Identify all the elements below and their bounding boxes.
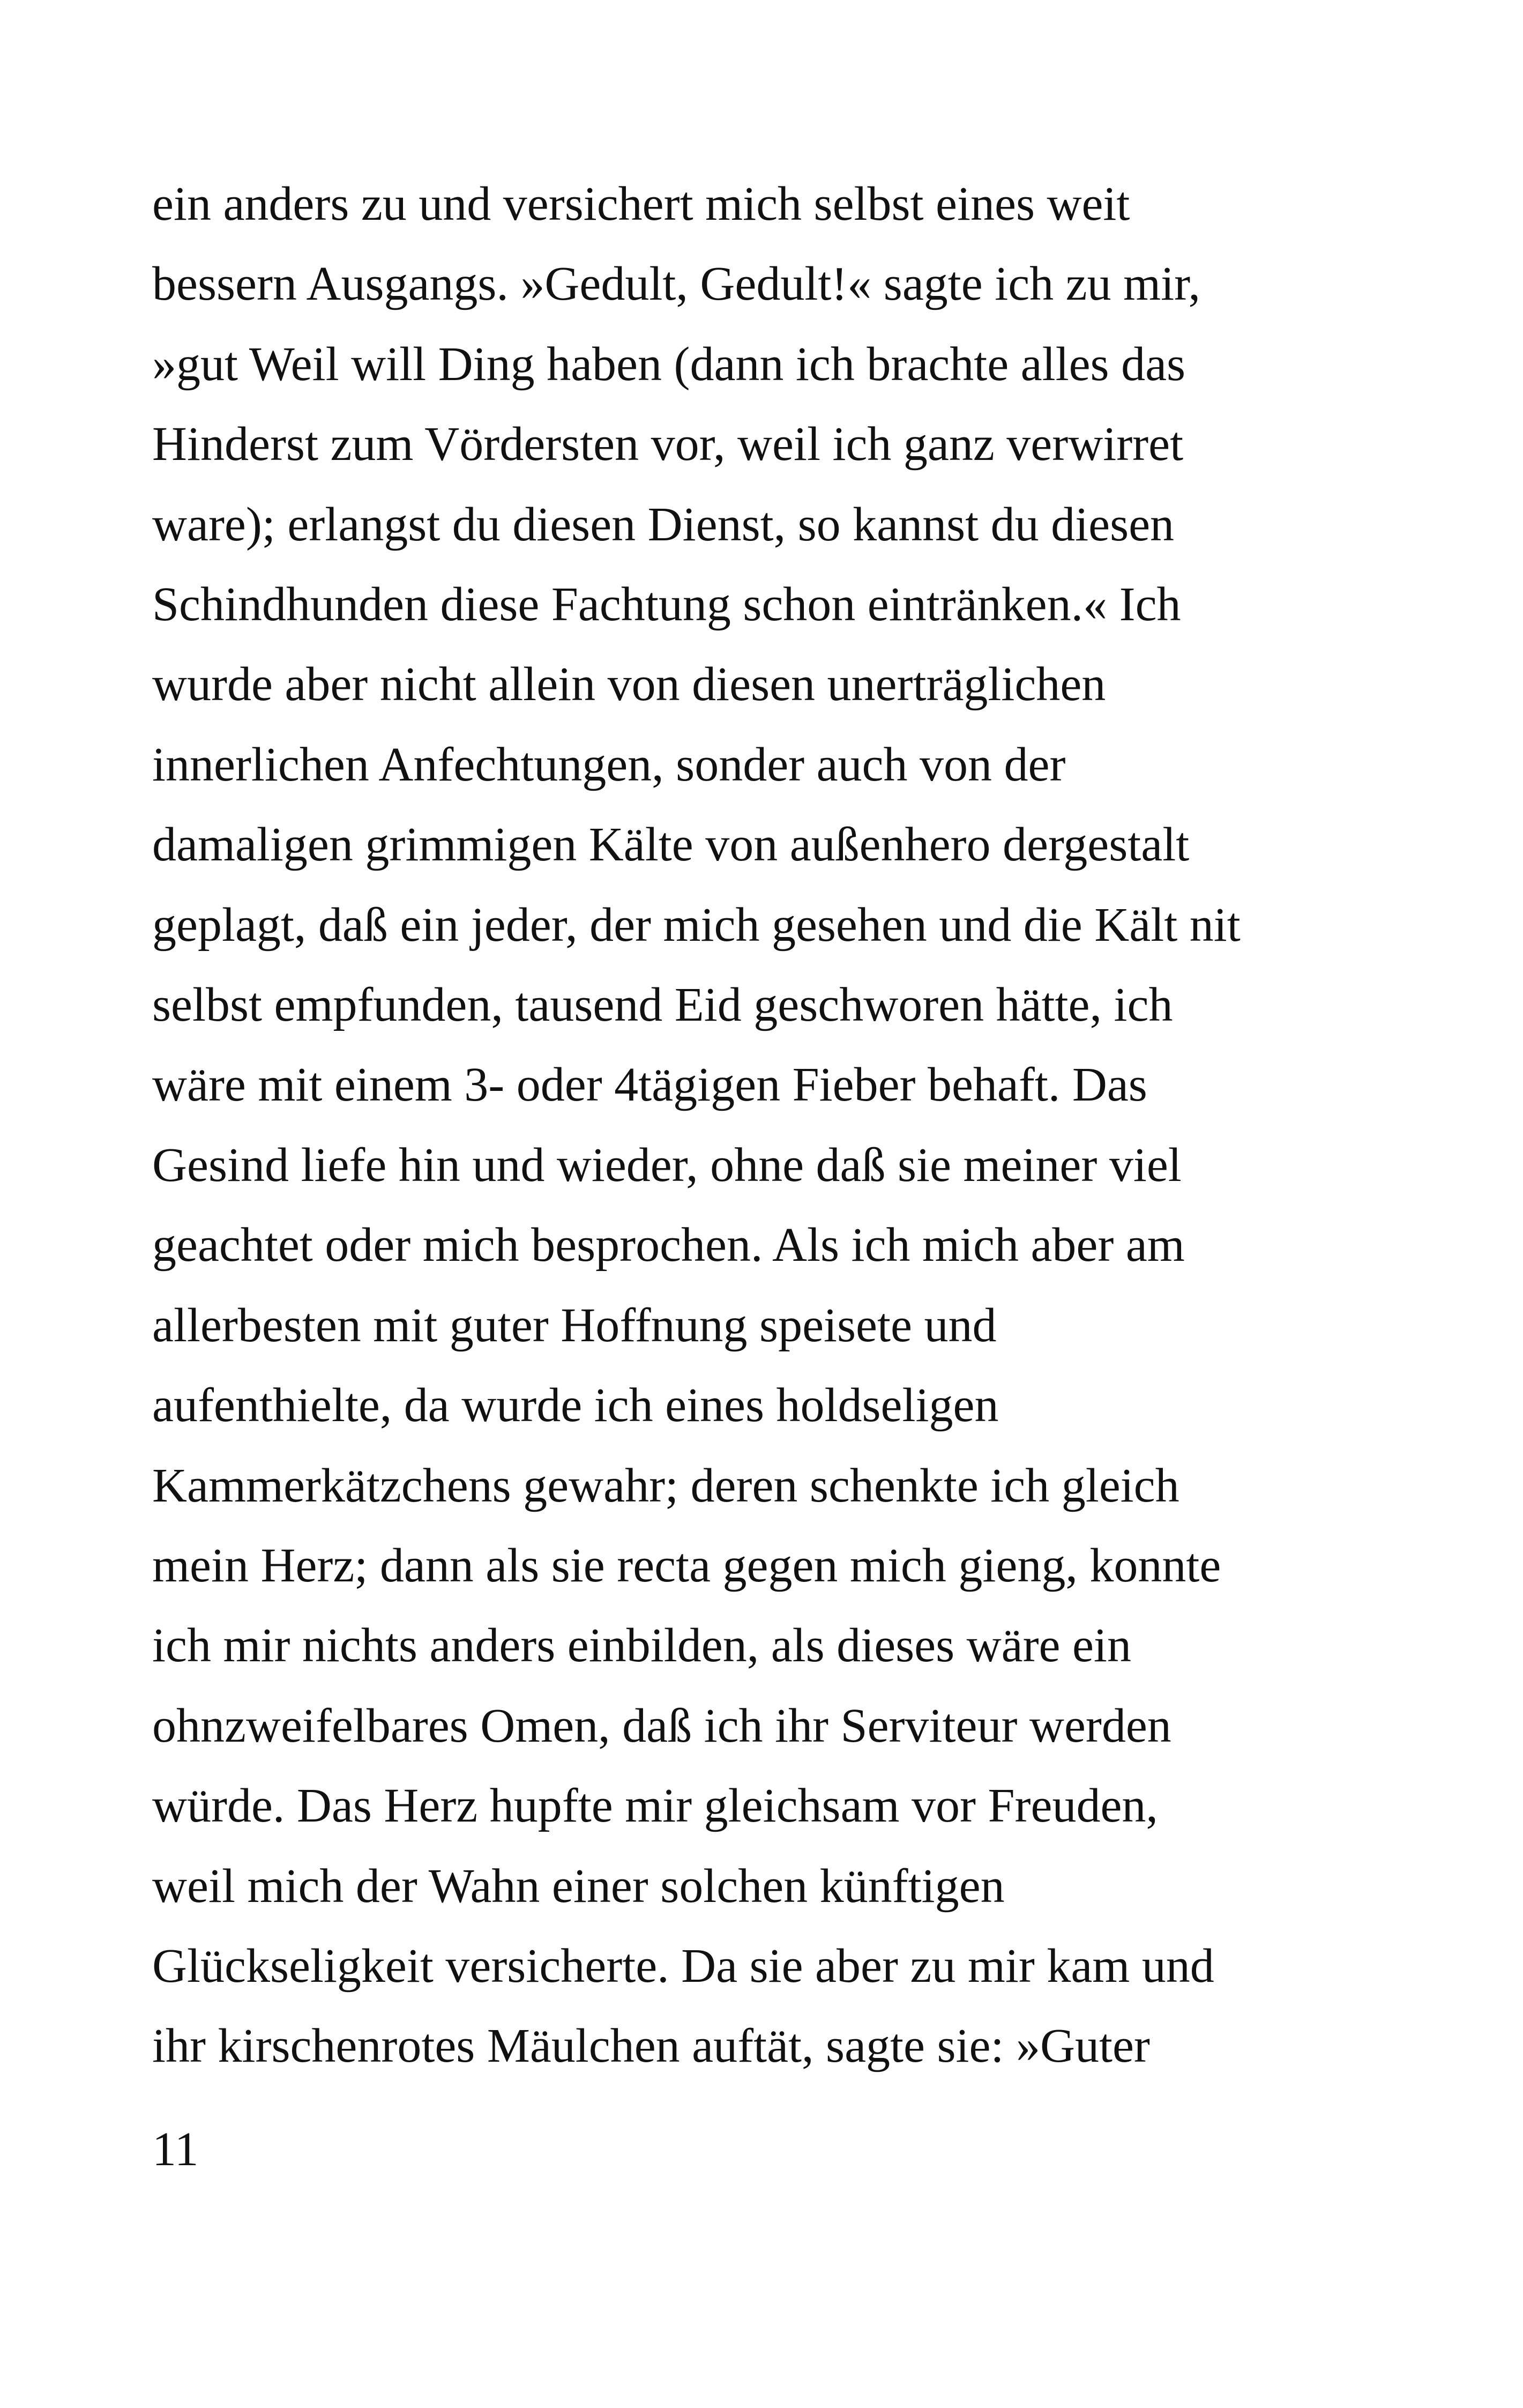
text-line: Hinderst zum Vördersten vor, weil ich ganz verwirret	[152, 418, 1184, 471]
text-line: ohnzweifelbares Omen, daß ich ihr Serviteur werden	[152, 1699, 1171, 1752]
text-line: wurde aber nicht allein von diesen unerträglichen	[152, 658, 1106, 711]
text-line: mein Herz; dann als sie recta gegen mich gieng, konnte	[152, 1539, 1221, 1592]
text-line: selbst empfunden, tausend Eid geschworen hätte, ich	[152, 978, 1173, 1032]
text-line: weil mich der Wahn einer solchen künftigen	[152, 1859, 1005, 1913]
text-line: Glückseligkeit versicherte. Da sie aber zu mir kam und	[152, 1939, 1214, 1993]
page-number: 11	[152, 2123, 199, 2176]
text-line: Schindhunden diese Fachtung schon eintränken.« Ich	[152, 578, 1181, 631]
text-line: geachtet oder mich besprochen. Als ich mich aber am	[152, 1218, 1185, 1272]
text-line: ihr kirschenrotes Mäulchen auftät, sagte sie: »Guter	[152, 2019, 1150, 2073]
text-line: würde. Das Herz hupfte mir gleichsam vor Freuden,	[152, 1779, 1158, 1833]
text-line: ich mir nichts anders einbilden, als dieses wäre ein	[152, 1619, 1131, 1673]
text-line: wäre mit einem 3- oder 4tägigen Fieber behaft. Das	[152, 1058, 1147, 1112]
text-line: »gut Weil will Ding haben (dann ich brachte alles das	[152, 337, 1186, 391]
text-line: ein anders zu und versichert mich selbst eines weit	[152, 177, 1130, 231]
text-line: Kammerkätzchens gewahr; deren schenkte ich gleich	[152, 1459, 1179, 1512]
text-line: innerlichen Anfechtungen, sonder auch von der	[152, 738, 1066, 791]
text-line: allerbesten mit guter Hoffnung speisete und	[152, 1298, 997, 1352]
text-line: aufenthielte, da wurde ich eines holdseligen	[152, 1379, 999, 1432]
text-line: damaligen grimmigen Kälte von außenhero dergestalt	[152, 818, 1190, 872]
text-line: bessern Ausgangs. »Gedult, Gedult!« sagte ich zu mir,	[152, 257, 1201, 311]
text-line: geplagt, daß ein jeder, der mich gesehen und die Kält nit	[152, 898, 1241, 952]
body-text	[152, 164, 1449, 2086]
text-line: Gesind liefe hin und wieder, ohne daß sie meiner viel	[152, 1138, 1182, 1192]
text-line: ware); erlangst du diesen Dienst, so kannst du diesen	[152, 497, 1175, 551]
